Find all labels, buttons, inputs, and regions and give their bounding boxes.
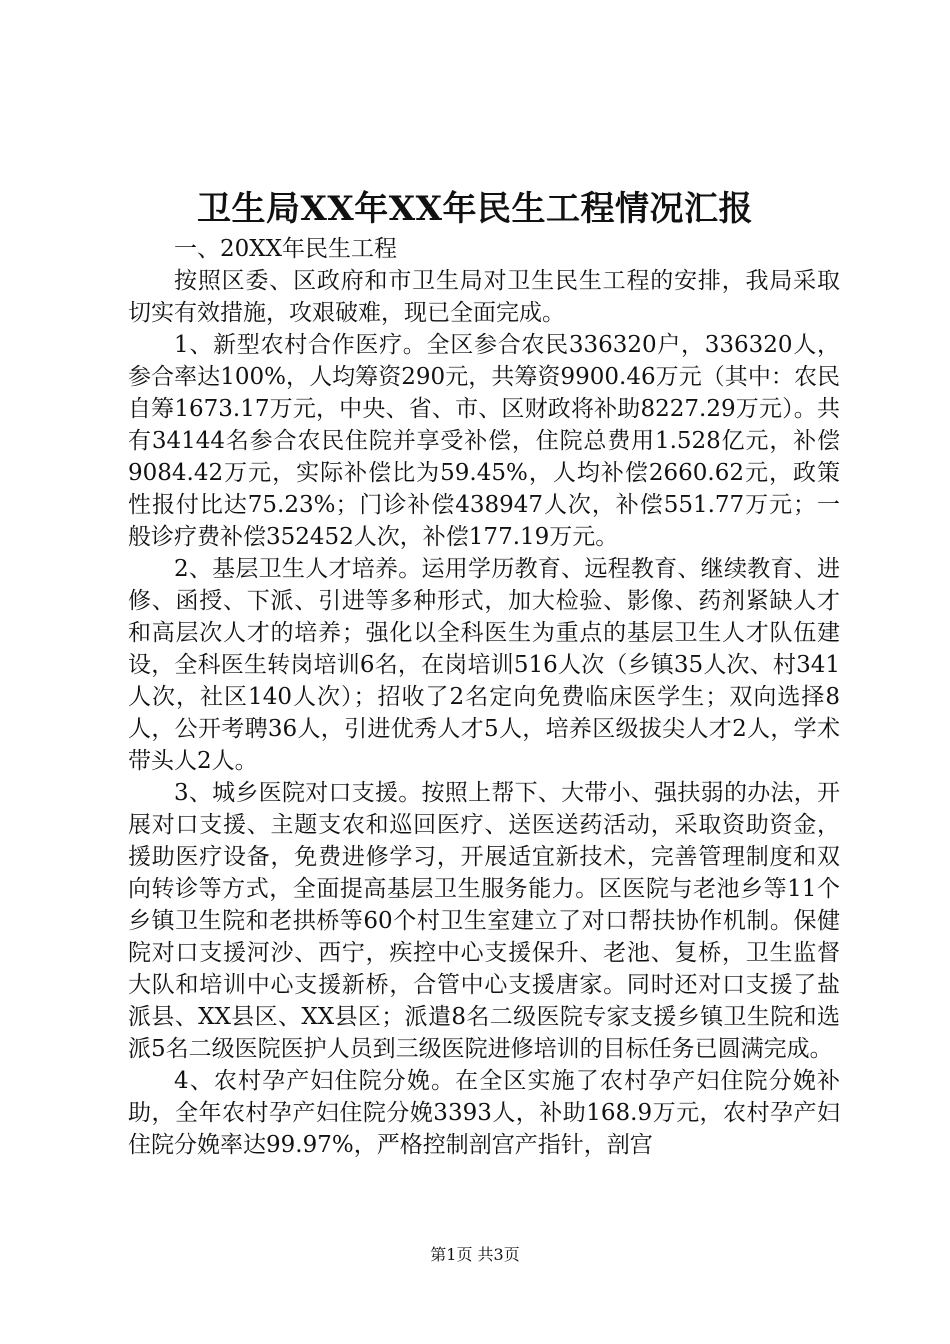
section-heading: 一、20XX年民生工程 [174, 236, 398, 262]
paragraph-intro: 按照区委、区政府和市卫生局对卫生民生工程的安排，我局采取切实有效措施，攻艰破难，现已全面完成。 [128, 268, 840, 326]
document-title: 卫生局XX年XX年民生工程情况汇报 [196, 189, 754, 229]
document-body [128, 233, 840, 1161]
paragraph-item-4: 4、农村孕产妇住院分娩。在全区实施了农村孕产妇住院分娩补助，全年农村孕产妇住院分娩3393人，补助168.9万元，农村孕产妇住院分娩率达99.97%，严格控制剖宫产指针，剖宫 [128, 1068, 840, 1158]
paragraph-item-3: 3、城乡医院对口支援。按照上帮下、大带小、强扶弱的办法，开展对口支援、主题支农和巡回医疗、送医送药活动，采取资助资金，援助医疗设备，免费进修学习，开展适宜新技术，完善管理制度和双向转诊等方式，全面提高基层卫生服务能力。区医院与老池乡等11个乡镇卫生院和老拱桥等60个村卫生室建立了对口帮扶协作机制。保健院对口支援河沙、西宁，疾控中心支援保升、老池、复桥，卫生监督大队和培训中心支援新桥，合管中心支援唐家。同时还对口支援了盐派县、XX县区、XX县区；派遣8名二级医院专家支援乡镇卫生院和选派5名二级医院医护人员到三级医院进修培训的目标任务已圆满完成。 [128, 780, 840, 1062]
paragraph-item-1: 1、新型农村合作医疗。全区参合农民336320户，336320人，参合率达100%，人均筹资290元，共筹资9900.46万元（其中：农民自筹1673.17万元，中央、省、市、区财政将补助8227.29万元）。共有34144名参合农民住院并享受补偿，住院总费用1.528亿元，补偿9084.42万元，实际补偿比为59.45%，人均补偿2660.62元，政策性报付比达75.23%；门诊补偿438947人次，补偿551.77万元；一般诊疗费补偿352452人次，补偿177.19万元。 [128, 332, 840, 550]
paragraph-item-2: 2、基层卫生人才培养。运用学历教育、远程教育、继续教育、进修、函授、下派、引进等多种形式，加大检验、影像、药剂紧缺人才和高层次人才的培养；强化以全科医生为重点的基层卫生人才队伍建设，全科医生转岗培训6名，在岗培训516人次（乡镇35人次、村341人次，社区140人次）；招收了2名定向免费临床医学生；双向选择8人，公开考聘36人，引进优秀人才5人，培养区级拔尖人才2人，学术带头人2人。 [128, 556, 840, 774]
page-number-footer: 第1页 共3页 [430, 1245, 520, 1264]
